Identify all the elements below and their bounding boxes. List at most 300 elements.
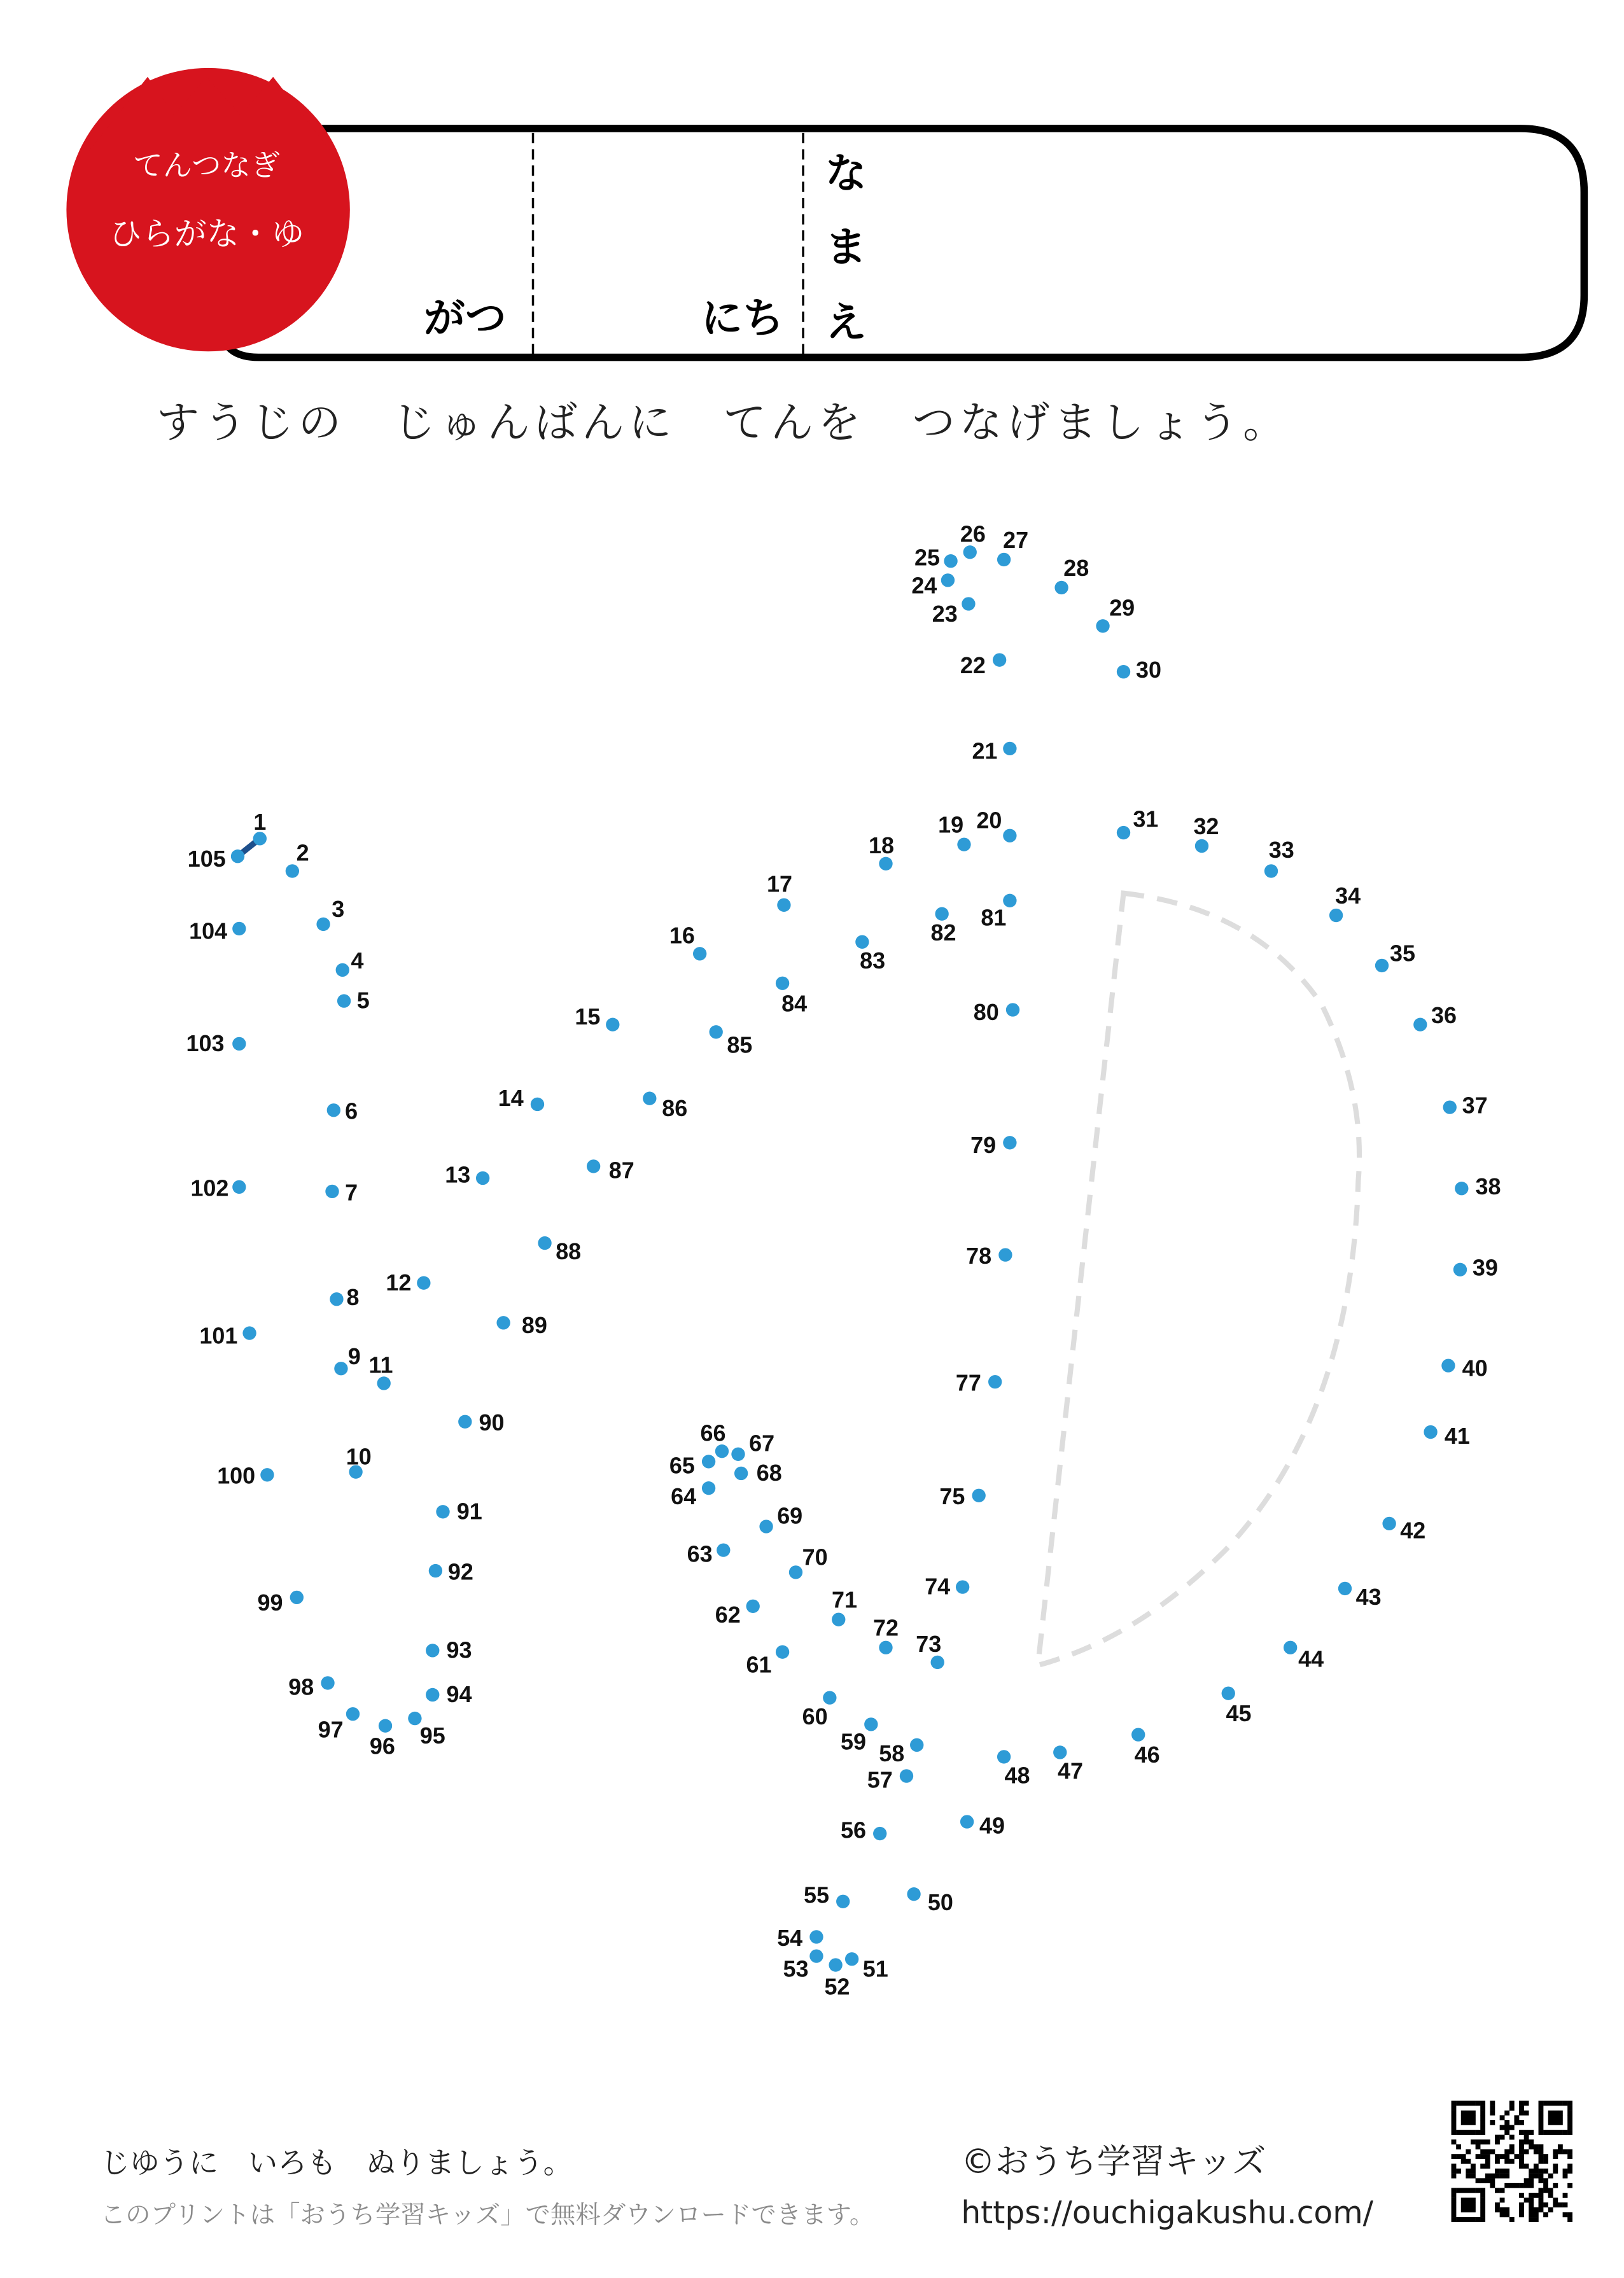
- dot-number-label: 93: [446, 1637, 472, 1663]
- dot-marker: [231, 849, 244, 863]
- dot-marker: [1131, 1728, 1145, 1741]
- dot-12: [386, 1269, 430, 1296]
- dot-marker: [776, 977, 789, 990]
- dot-30: [1117, 657, 1161, 683]
- dot-marker: [1441, 1359, 1455, 1372]
- dot-51: [845, 1952, 888, 1982]
- dot-number-label: 50: [927, 1889, 953, 1916]
- dot-marker: [702, 1481, 715, 1495]
- dot-77: [956, 1370, 1002, 1396]
- dot-marker: [1117, 665, 1130, 678]
- dot-number-label: 91: [456, 1498, 482, 1525]
- dot-number-label: 15: [575, 1003, 601, 1030]
- dot-marker: [931, 1656, 944, 1669]
- dot-82: [930, 907, 956, 946]
- dot-marker: [1375, 959, 1389, 972]
- badge-subtitle: ひらがな・ゆ: [109, 216, 304, 254]
- dot-19: [938, 812, 971, 851]
- dot-number-label: 72: [873, 1614, 899, 1641]
- dot-marker: [717, 1543, 730, 1556]
- coloring-hint: じゆうに いろも ぬりましょう。: [100, 2146, 573, 2181]
- dot-marker: [426, 1688, 439, 1702]
- dot-marker: [1455, 1182, 1468, 1195]
- dot-75: [939, 1483, 985, 1509]
- dot-marker: [997, 553, 1011, 566]
- dot-number-label: 8: [346, 1284, 360, 1310]
- dot-marker: [538, 1236, 551, 1250]
- dot-number-label: 51: [862, 1955, 888, 1982]
- dot-number-label: 22: [960, 652, 986, 679]
- dot-marker: [879, 857, 892, 870]
- dot-number-label: 97: [318, 1716, 344, 1743]
- dot-number-label: 10: [346, 1443, 372, 1470]
- dot-99: [258, 1590, 304, 1616]
- dot-70: [789, 1544, 828, 1579]
- dot-11: [369, 1352, 393, 1390]
- dot-marker: [496, 1316, 510, 1329]
- dot-number-label: 5: [356, 987, 370, 1014]
- dot-31: [1117, 806, 1158, 839]
- dot-27: [997, 527, 1028, 566]
- dot-marker: [1054, 581, 1068, 594]
- dot-marker: [962, 597, 975, 610]
- dot-marker: [836, 1895, 850, 1908]
- dot-number-label: 89: [521, 1312, 547, 1339]
- dot-63: [687, 1541, 731, 1567]
- dot-86: [643, 1092, 687, 1122]
- dot-79: [970, 1132, 1016, 1158]
- dot-marker: [710, 1025, 723, 1038]
- dot-marker: [715, 1444, 729, 1458]
- dot-103: [186, 1030, 246, 1056]
- dot-number-label: 66: [700, 1420, 726, 1446]
- moon-guide-outline: [1038, 893, 1359, 1665]
- dot-number-label: 74: [925, 1573, 951, 1600]
- dot-number-label: 54: [777, 1924, 803, 1951]
- dot-number-label: 25: [914, 544, 940, 571]
- dot-marker: [746, 1600, 760, 1613]
- dot-marker: [1443, 1100, 1457, 1114]
- dot-101: [199, 1322, 256, 1348]
- dot-number-label: 62: [715, 1601, 741, 1628]
- dot-marker: [864, 1717, 878, 1731]
- dot-marker: [957, 837, 970, 851]
- dot-number-label: 21: [972, 737, 998, 764]
- dot-number-label: 102: [190, 1175, 229, 1201]
- dot-56: [841, 1817, 886, 1843]
- dot-marker: [759, 1520, 773, 1533]
- dot-96: [370, 1719, 395, 1759]
- dot-marker: [1003, 742, 1016, 755]
- dot-59: [841, 1717, 878, 1754]
- dot-marker: [956, 1580, 969, 1593]
- dot-marker: [1006, 1003, 1019, 1016]
- dot-number-label: 34: [1335, 882, 1361, 909]
- dot-62: [715, 1600, 760, 1628]
- dot-marker: [1117, 826, 1130, 839]
- dot-marker: [327, 1103, 340, 1117]
- dot-number-label: 65: [669, 1452, 695, 1479]
- dot-marker: [1329, 909, 1343, 922]
- dot-marker: [325, 1185, 339, 1198]
- dot-marker: [907, 1887, 920, 1901]
- dot-number-label: 49: [979, 1812, 1005, 1839]
- dot-marker: [337, 994, 351, 1007]
- dot-marker: [290, 1591, 304, 1604]
- site-url[interactable]: https://ouchigakushu.com/: [961, 2195, 1374, 2232]
- dot-marker: [829, 1958, 842, 1971]
- dot-97: [318, 1707, 360, 1743]
- dot-marker: [232, 922, 246, 935]
- dot-36: [1413, 1002, 1457, 1031]
- dot-8: [330, 1284, 359, 1310]
- dot-24: [911, 573, 955, 599]
- name-label-3: え: [825, 299, 867, 347]
- dot-marker: [1382, 1517, 1396, 1530]
- dot-number-label: 92: [447, 1558, 473, 1585]
- dot-98: [288, 1674, 334, 1700]
- dot-number-label: 1: [253, 808, 267, 835]
- dot-number-label: 104: [189, 918, 228, 944]
- dot-marker: [776, 1646, 789, 1659]
- dot-marker: [823, 1691, 836, 1704]
- dot-33: [1264, 837, 1294, 878]
- dot-marker: [1284, 1641, 1297, 1654]
- dot-45: [1222, 1686, 1252, 1726]
- dot-1: [253, 809, 267, 846]
- dot-layer: [186, 521, 1501, 2000]
- dot-marker: [379, 1719, 392, 1733]
- dot-number-label: 37: [1462, 1092, 1488, 1119]
- dot-number-label: 44: [1298, 1646, 1324, 1672]
- dot-number-label: 96: [369, 1733, 395, 1759]
- dot-number-label: 42: [1400, 1517, 1426, 1544]
- dot-57: [867, 1767, 913, 1793]
- dot-number-label: 69: [777, 1502, 803, 1529]
- dot-number-label: 79: [970, 1132, 997, 1159]
- dot-marker: [1413, 1018, 1427, 1031]
- dot-number-label: 105: [187, 845, 226, 872]
- dot-37: [1443, 1092, 1488, 1118]
- dot-number-label: 88: [556, 1238, 582, 1265]
- dot-95: [408, 1712, 445, 1749]
- dot-number-label: 17: [766, 870, 792, 897]
- dot-18: [869, 832, 894, 870]
- dot-7: [325, 1179, 358, 1205]
- dot-66: [701, 1420, 729, 1458]
- dot-number-label: 11: [368, 1352, 393, 1378]
- dot-number-label: 19: [938, 811, 964, 838]
- dot-marker: [1264, 864, 1278, 877]
- dot-number-label: 26: [960, 521, 986, 547]
- dot-number-label: 57: [867, 1766, 893, 1793]
- dot-number-label: 58: [879, 1740, 905, 1766]
- dot-89: [496, 1312, 547, 1338]
- dot-number-label: 81: [981, 904, 1007, 931]
- dot-100: [217, 1463, 274, 1489]
- dot-73: [916, 1631, 944, 1669]
- dot-68: [734, 1460, 782, 1486]
- dot-55: [804, 1882, 850, 1908]
- dot-92: [429, 1559, 473, 1585]
- dot-marker: [232, 1037, 246, 1051]
- dot-32: [1193, 813, 1219, 853]
- dot-number-label: 40: [1462, 1355, 1488, 1381]
- dot-105: [188, 846, 244, 872]
- dot-number-label: 52: [824, 1973, 850, 2000]
- dot-14: [498, 1085, 544, 1111]
- dot-6: [327, 1098, 358, 1124]
- dot-marker: [998, 1248, 1012, 1261]
- dot-marker: [809, 1949, 823, 1962]
- dot-number-label: 73: [916, 1631, 942, 1658]
- dot-marker: [809, 1930, 823, 1943]
- dot-number-label: 95: [419, 1722, 445, 1749]
- dot-number-label: 63: [687, 1541, 713, 1567]
- dot-number-label: 24: [911, 572, 937, 599]
- dot-26: [960, 521, 986, 559]
- dot-78: [966, 1243, 1012, 1269]
- dot-marker: [426, 1644, 439, 1657]
- dot-number-label: 27: [1003, 526, 1029, 553]
- dot-marker: [1003, 1136, 1016, 1149]
- dot-2: [286, 840, 309, 878]
- dot-number-label: 83: [860, 947, 886, 974]
- dot-25: [914, 545, 958, 571]
- dot-marker: [643, 1092, 656, 1105]
- dot-71: [832, 1587, 857, 1626]
- dot-53: [783, 1949, 823, 1981]
- dot-marker: [873, 1827, 886, 1840]
- dot-10: [346, 1444, 372, 1479]
- dot-marker: [1424, 1425, 1437, 1439]
- dot-number-label: 7: [345, 1179, 358, 1206]
- dot-marker: [316, 918, 330, 931]
- dot-marker: [334, 1362, 347, 1375]
- dot-74: [925, 1574, 969, 1600]
- dot-number-label: 47: [1058, 1757, 1084, 1784]
- dot-marker: [832, 1612, 845, 1626]
- dot-marker: [702, 1455, 715, 1468]
- dot-number-label: 31: [1133, 806, 1159, 832]
- dot-number-label: 103: [186, 1030, 225, 1056]
- dot-number-label: 68: [756, 1460, 782, 1486]
- dot-87: [587, 1157, 634, 1183]
- dot-marker: [1096, 619, 1109, 632]
- dot-marker: [1053, 1745, 1067, 1759]
- dot-marker: [935, 907, 948, 921]
- dot-marker: [531, 1098, 544, 1111]
- download-note: このプリントは「おうち学習キッズ」で無料ダウンロードできます。: [100, 2200, 875, 2230]
- dot-number-label: 77: [955, 1369, 981, 1396]
- dot-marker: [417, 1276, 430, 1290]
- dot-91: [436, 1498, 482, 1524]
- dot-number-label: 61: [746, 1651, 772, 1678]
- dot-marker: [997, 1750, 1011, 1763]
- dot-marker: [734, 1467, 748, 1480]
- copyright: ©おうち学習キッズ: [961, 2141, 1266, 2182]
- dot-number-label: 28: [1063, 554, 1089, 581]
- dot-number-label: 75: [939, 1483, 965, 1510]
- dot-marker: [879, 1641, 892, 1654]
- dot-number-label: 38: [1475, 1173, 1501, 1200]
- dot-number-label: 85: [727, 1031, 753, 1058]
- dot-number-label: 101: [199, 1322, 238, 1349]
- dot-number-label: 64: [671, 1483, 697, 1510]
- dot-34: [1329, 883, 1361, 922]
- dot-marker: [777, 898, 790, 912]
- dot-number-label: 2: [296, 839, 309, 866]
- dot-number-label: 86: [662, 1095, 688, 1122]
- dot-number-label: 59: [840, 1728, 866, 1755]
- dot-number-label: 60: [802, 1703, 828, 1729]
- dot-marker: [1003, 829, 1016, 842]
- dot-number-label: 33: [1268, 837, 1294, 863]
- dot-number-label: 30: [1135, 657, 1161, 683]
- dot-number-label: 35: [1390, 940, 1415, 967]
- name-label-2: ま: [825, 223, 867, 272]
- dot-17: [767, 870, 792, 912]
- dot-29: [1096, 595, 1135, 633]
- dot-72: [873, 1615, 899, 1654]
- dot-46: [1131, 1728, 1160, 1768]
- dot-39: [1453, 1255, 1498, 1281]
- dot-marker: [321, 1676, 334, 1689]
- dot-85: [710, 1025, 753, 1058]
- dot-102: [190, 1175, 246, 1201]
- dot-9: [334, 1343, 361, 1376]
- dot-84: [776, 977, 807, 1017]
- dot-23: [932, 597, 976, 627]
- dot-47: [1053, 1745, 1083, 1784]
- dot-number-label: 16: [669, 922, 695, 949]
- dot-number-label: 53: [783, 1955, 809, 1982]
- dot-44: [1284, 1641, 1324, 1672]
- dot-number-label: 20: [976, 807, 1002, 834]
- dot-marker: [1195, 839, 1208, 853]
- dot-60: [802, 1691, 837, 1729]
- day-label: にち: [701, 295, 784, 343]
- dot-3: [316, 896, 344, 931]
- dot-15: [575, 1003, 619, 1031]
- dot-marker: [232, 1180, 246, 1194]
- dot-number-label: 82: [930, 919, 956, 946]
- dot-number-label: 94: [446, 1681, 472, 1708]
- qr-code: [1452, 2100, 1572, 2221]
- dot-16: [669, 923, 707, 961]
- dot-80: [974, 999, 1019, 1025]
- dot-marker: [855, 935, 869, 949]
- dot-94: [426, 1681, 472, 1707]
- dot-64: [671, 1481, 715, 1509]
- dot-marker: [910, 1738, 923, 1752]
- dot-104: [189, 918, 246, 944]
- dot-marker: [429, 1564, 442, 1577]
- dot-marker: [377, 1376, 391, 1390]
- dot-number-label: 13: [445, 1161, 471, 1188]
- dot-number-label: 41: [1444, 1423, 1470, 1450]
- dot-marker: [731, 1448, 745, 1461]
- dot-marker: [1338, 1582, 1352, 1595]
- dot-marker: [988, 1375, 1002, 1388]
- name-label-1: な: [825, 150, 867, 198]
- dot-marker: [900, 1769, 913, 1782]
- dot-marker: [436, 1505, 449, 1518]
- dot-marker: [587, 1159, 600, 1173]
- dot-20: [976, 807, 1016, 842]
- dot-4: [336, 947, 364, 977]
- dot-number-label: 71: [832, 1586, 858, 1613]
- dot-38: [1455, 1173, 1501, 1199]
- dot-81: [981, 894, 1016, 931]
- dot-marker: [330, 1292, 343, 1306]
- instruction-text: すうじの じゅんばんに てんを つなげましょう。: [156, 397, 1291, 447]
- dot-marker: [242, 1326, 256, 1339]
- dot-marker: [845, 1952, 858, 1966]
- month-label: がつ: [423, 295, 507, 343]
- dot-69: [759, 1502, 802, 1533]
- dot-marker: [972, 1489, 985, 1502]
- dot-65: [669, 1452, 715, 1478]
- dot-number-label: 46: [1134, 1742, 1160, 1768]
- dot-marker: [960, 1815, 974, 1828]
- dot-number-label: 18: [869, 832, 895, 859]
- dot-number-label: 98: [288, 1674, 314, 1700]
- dot-83: [855, 935, 885, 974]
- dot-5: [337, 988, 370, 1014]
- dot-21: [972, 738, 1016, 764]
- dot-number-label: 84: [781, 990, 808, 1017]
- dot-number-label: 87: [608, 1157, 634, 1184]
- dot-52: [824, 1958, 850, 1999]
- dot-22: [960, 652, 1006, 678]
- dot-49: [960, 1813, 1005, 1839]
- dot-61: [746, 1646, 789, 1678]
- dot-number-label: 90: [479, 1409, 505, 1436]
- dot-marker: [606, 1018, 619, 1031]
- dot-58: [879, 1738, 923, 1766]
- dot-number-label: 43: [1355, 1583, 1382, 1610]
- dot-number-label: 55: [803, 1882, 829, 1908]
- dot-number-label: 29: [1109, 594, 1135, 621]
- dot-40: [1441, 1355, 1487, 1381]
- dot-marker: [260, 1468, 274, 1481]
- dot-number-label: 23: [932, 600, 958, 627]
- dot-number-label: 32: [1193, 813, 1219, 839]
- dot-54: [777, 1925, 823, 1951]
- dot-number-label: 70: [802, 1544, 828, 1570]
- dot-93: [426, 1637, 472, 1663]
- dot-marker: [963, 545, 977, 559]
- dot-marker: [1222, 1686, 1235, 1700]
- dot-number-label: 78: [966, 1243, 992, 1269]
- dot-48: [997, 1750, 1030, 1788]
- dot-number-label: 80: [973, 999, 999, 1026]
- dot-43: [1338, 1582, 1382, 1610]
- dot-number-label: 3: [332, 895, 345, 922]
- dot-number-label: 4: [351, 947, 364, 974]
- dot-marker: [993, 653, 1006, 666]
- header-box: [221, 129, 1584, 358]
- dot-number-label: 100: [217, 1462, 256, 1489]
- dot-number-label: 36: [1431, 1002, 1457, 1028]
- dot-marker: [476, 1171, 489, 1185]
- dot-marker: [944, 554, 957, 568]
- dot-marker: [941, 573, 955, 587]
- dot-number-label: 99: [257, 1590, 283, 1616]
- dot-marker: [286, 864, 299, 877]
- dot-90: [458, 1409, 504, 1436]
